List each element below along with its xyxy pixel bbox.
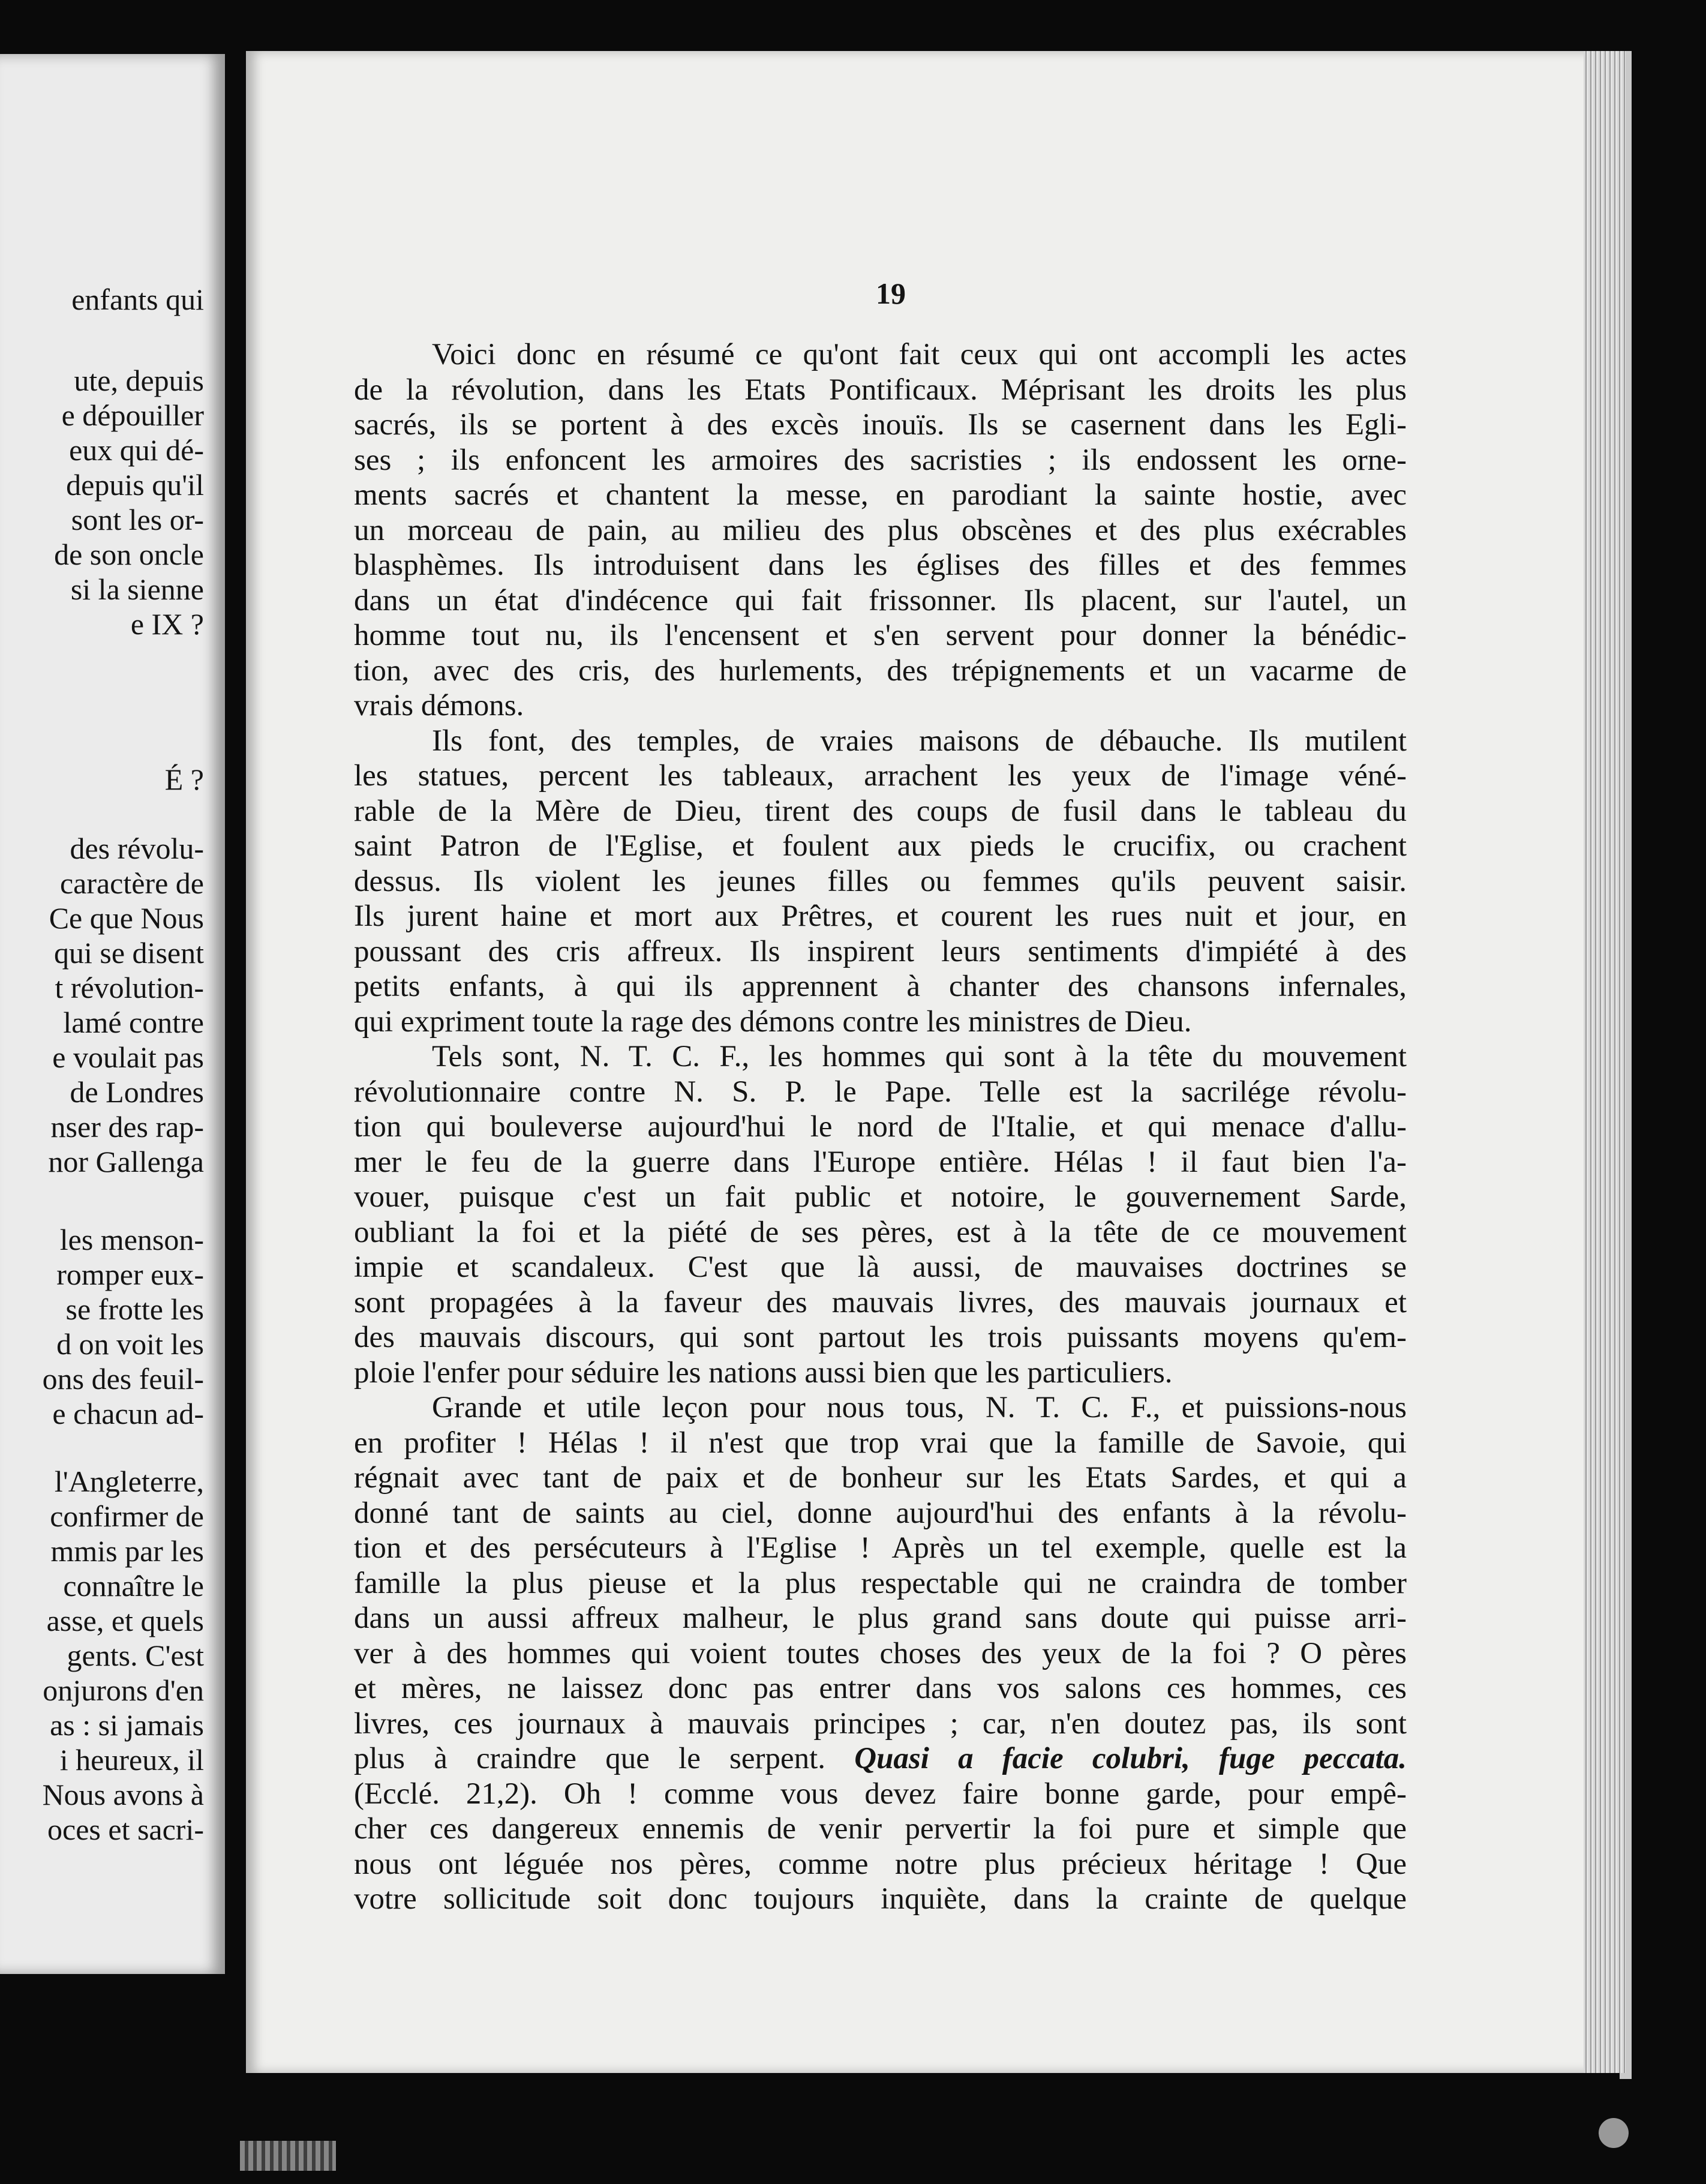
left-page-line: depuis qu'il [66, 468, 204, 502]
left-page-line: e IX ? [130, 607, 204, 641]
body-line [354, 478, 1407, 513]
body-line-text: tion, avec des cris, des hurlements, des trépignements et un vacarme de [354, 653, 1407, 688]
body-line-text: dessus. Ils violent les jeunes filles ou femmes qu'ils peuvent saisir. [354, 864, 1407, 898]
body-line-text: qui expriment toute la rage des démons contre les ministres de Dieu. [354, 1004, 1192, 1039]
left-page-line: les menson- [59, 1223, 204, 1256]
body-text [354, 337, 1407, 1917]
left-page-line: mmis par les [50, 1534, 204, 1568]
body-line [354, 934, 1407, 970]
body-line [354, 794, 1407, 829]
body-line [354, 758, 1407, 794]
body-line [354, 373, 1407, 408]
body-line-text: vouer, puisque c'est un fait public et notoire, le gouvernement Sarde, [354, 1180, 1407, 1214]
left-page-line: d on voit les [56, 1327, 204, 1361]
left-page-line: Nous avons à [42, 1778, 204, 1811]
body-line [354, 1882, 1407, 1917]
body-line [354, 1250, 1407, 1285]
left-page-line: É ? [164, 763, 204, 796]
body-line-text: régnait avec tant de paix et de bonheur sur les Etats Sardes, et qui a [354, 1461, 1407, 1495]
latin-quotation: Quasi a facie colubri, fuge peccata. [854, 1742, 1407, 1775]
left-page-line: t révolution- [55, 971, 204, 1004]
body-line-text: révolutionnaire contre N. S. P. le Pape. Telle est la sacrilége révolu- [354, 1075, 1407, 1109]
body-line-text: sacrés, ils se portent à des excès inouïs. Ils se casernent dans les Egli- [354, 408, 1407, 442]
left-page-line: gents. C'est [67, 1639, 204, 1672]
left-page-line: des révolu- [70, 832, 204, 865]
body-line-text: mer le feu de la guerre dans l'Europe entière. Hélas ! il faut bien l'a- [354, 1145, 1407, 1179]
body-line [354, 337, 1407, 373]
body-line-text: petits enfants, à qui ils apprennent à chanter des chansons infernales, [354, 970, 1407, 1003]
left-page-line: nor Gallenga [48, 1145, 204, 1178]
body-line [354, 653, 1407, 689]
body-line [354, 969, 1407, 1004]
body-line [354, 724, 1407, 759]
body-line-text: dans un aussi affreux malheur, le plus grand sans doute qui puisse arri- [354, 1601, 1407, 1635]
body-line [354, 1355, 1407, 1391]
left-page-line: lamé contre [63, 1006, 204, 1039]
left-page-line: Ce que Nous [49, 901, 204, 935]
body-line-text: cher ces dangereux ennemis de venir pervertir la foi pure et simple que [354, 1812, 1407, 1846]
body-line [354, 864, 1407, 899]
left-page-line: eux qui dé- [69, 433, 204, 467]
body-line-text: en profiter ! Hélas ! il n'est que trop vrai que la famille de Savoie, qui [354, 1426, 1407, 1460]
body-line [354, 829, 1407, 864]
body-line [354, 1145, 1407, 1180]
body-line [354, 1320, 1407, 1355]
body-line [354, 1777, 1407, 1812]
left-page-line: oces et sacri- [47, 1813, 204, 1846]
body-line [354, 1039, 1407, 1075]
body-line-text: saint Patron de l'Eglise, et foulent aux pieds le crucifix, ou crachent [354, 829, 1407, 863]
body-line [354, 1566, 1407, 1601]
body-line-text: ments sacrés et chantent la messe, en parodiant la sainte hostie, avec [354, 478, 1407, 512]
body-line-text: un morceau de pain, au milieu des plus obscènes et des plus exécrables [354, 513, 1407, 547]
body-line-text: les statues, percent les tableaux, arrachent les yeux de l'image véné- [354, 759, 1407, 793]
left-page-line: e dépouiller [61, 398, 204, 432]
body-line-text: Ils jurent haine et mort aux Prêtres, et courent les rues nuit et jour, en [354, 899, 1407, 933]
left-page-line: i heureux, il [59, 1743, 204, 1777]
body-line-text: impie et scandaleux. C'est que là aussi, de mauvaises doctrines se [354, 1250, 1407, 1284]
left-page-line: de Londres [70, 1075, 204, 1109]
body-line-text: Grande et utile leçon pour nous tous, N. T. C. F., et puissions-nous [432, 1391, 1407, 1424]
body-line [354, 1215, 1407, 1250]
left-page-line: ute, depuis [74, 364, 204, 397]
body-line-text: ses ; ils enfoncent les armoires des sacristies ; ils endossent les orne- [354, 443, 1407, 477]
left-page-line: e chacun ad- [52, 1397, 204, 1430]
body-line-text: (Ecclé. 21,2). Oh ! comme vous devez faire bonne garde, pour empê- [354, 1777, 1407, 1811]
body-line [354, 443, 1407, 478]
body-line-text: nous ont léguée nos pères, comme notre plus précieux héritage ! Que [354, 1847, 1407, 1881]
body-line-text: sont propagées à la faveur des mauvais livres, des mauvais journaux et [354, 1285, 1407, 1319]
body-line [354, 1075, 1407, 1110]
body-line [354, 1390, 1407, 1426]
left-page-line: caractère de [59, 866, 204, 900]
body-line-text: donné tant de saints au ciel, donne aujourd'hui des enfants à la révolu- [354, 1496, 1407, 1530]
body-line-text: dans un état d'indécence qui fait frissonner. Ils placent, sur l'autel, un [354, 583, 1407, 617]
body-line-text: livres, ces journaux à mauvais principes ; car, n'en doutez pas, ils sont [354, 1706, 1407, 1741]
body-line-text: et mères, ne laissez donc pas entrer dans vos salons ces hommes, ces [354, 1672, 1407, 1705]
body-line-text: de la révolution, dans les Etats Pontificaux. Méprisant les droits les plus [354, 373, 1407, 407]
body-line-text: tion qui bouleverse aujourd'hui le nord de l'Italie, et qui menace d'allu- [354, 1110, 1407, 1144]
body-line [354, 1811, 1407, 1847]
body-line-text: ver à des hommes qui voient toutes choses des yeux de la foi ? O pères [354, 1636, 1407, 1670]
body-line [354, 1426, 1407, 1461]
body-line [354, 899, 1407, 934]
left-page-line: si la sienne [70, 572, 204, 606]
left-page-line: onjurons d'en [43, 1673, 204, 1707]
body-line-text: homme tout nu, ils l'encensent et s'en servent pour donner la bénédic- [354, 619, 1407, 652]
body-line [354, 1531, 1407, 1566]
body-line-text: Voici donc en résumé ce qu'ont fait ceux qui ont accompli les actes [432, 338, 1407, 371]
page-edges [1584, 51, 1626, 2073]
left-page-line: romper eux- [56, 1258, 204, 1291]
body-line [354, 1180, 1407, 1215]
left-page-line: enfants qui [71, 283, 204, 316]
body-line-text: des mauvais discours, qui sont partout les trois puissants moyens qu'em- [354, 1321, 1407, 1354]
left-page-line: de son oncle [54, 538, 204, 571]
body-line [354, 1671, 1407, 1706]
left-page-line: ons des feuil- [42, 1362, 204, 1396]
left-page-line: qui se disent [54, 936, 204, 970]
body-line [354, 1496, 1407, 1531]
body-line-text: Ils font, des temples, de vraies maisons de débauche. Ils mutilent [432, 724, 1407, 758]
left-page-line: connaître le [63, 1569, 204, 1603]
body-line [354, 407, 1407, 443]
body-line-text: famille la plus pieuse et la plus respectable qui ne craindra de tomber [354, 1566, 1407, 1600]
body-line [354, 548, 1407, 583]
left-page-line: sont les or- [71, 503, 204, 536]
body-line-text: tion et des persécuteurs à l'Eglise ! Après un tel exemple, quelle est la [354, 1531, 1407, 1565]
body-line-text: plus à craindre que le serpent. [354, 1742, 855, 1775]
scan-artifact-right [1599, 2118, 1629, 2148]
body-line [354, 688, 1407, 724]
left-facing-page [0, 54, 225, 1974]
scan-artifact-bottom [240, 2141, 336, 2171]
left-page-line: asse, et quels [46, 1604, 204, 1637]
body-line-text: votre sollicitude soit donc toujours inquiète, dans la crainte de quelque [354, 1882, 1407, 1916]
body-line [354, 1847, 1407, 1882]
page-number: 19 [876, 277, 906, 310]
body-line-text: poussant des cris affreux. Ils inspirent leurs sentiments d'impiété à des [354, 934, 1407, 968]
body-line [354, 618, 1407, 653]
body-line-text: ploie l'enfer pour séduire les nations aussi bien que les particuliers. [354, 1355, 1173, 1390]
body-line [354, 1706, 1407, 1742]
body-line [354, 1285, 1407, 1321]
body-line-text: vrais démons. [354, 689, 524, 722]
body-line [354, 1741, 1407, 1777]
left-page-line: nser des rap- [50, 1110, 204, 1144]
body-line [354, 1109, 1407, 1145]
body-line [354, 1601, 1407, 1636]
body-line [354, 1460, 1407, 1496]
left-page-line: confirmer de [50, 1499, 204, 1533]
body-line [354, 583, 1407, 619]
body-line-text: blasphèmes. Ils introduisent dans les églises des filles et des femmes [354, 548, 1407, 582]
body-line-text: rable de la Mère de Dieu, tirent des coups de fusil dans le tableau du [354, 794, 1407, 828]
body-line [354, 513, 1407, 548]
body-line-text: Tels sont, N. T. C. F., les hommes qui sont à la tête du mouvement [432, 1040, 1407, 1073]
left-page-line: se frotte les [65, 1292, 204, 1326]
body-line-text: oubliant la foi et la piété de ses pères, est à la tête de ce mouvement [354, 1215, 1407, 1249]
left-page-line: l'Angleterre, [54, 1465, 204, 1498]
body-line [354, 1004, 1407, 1040]
body-line [354, 1636, 1407, 1672]
left-page-line: as : si jamais [50, 1708, 204, 1742]
left-page-line: e voulait pas [52, 1040, 204, 1074]
